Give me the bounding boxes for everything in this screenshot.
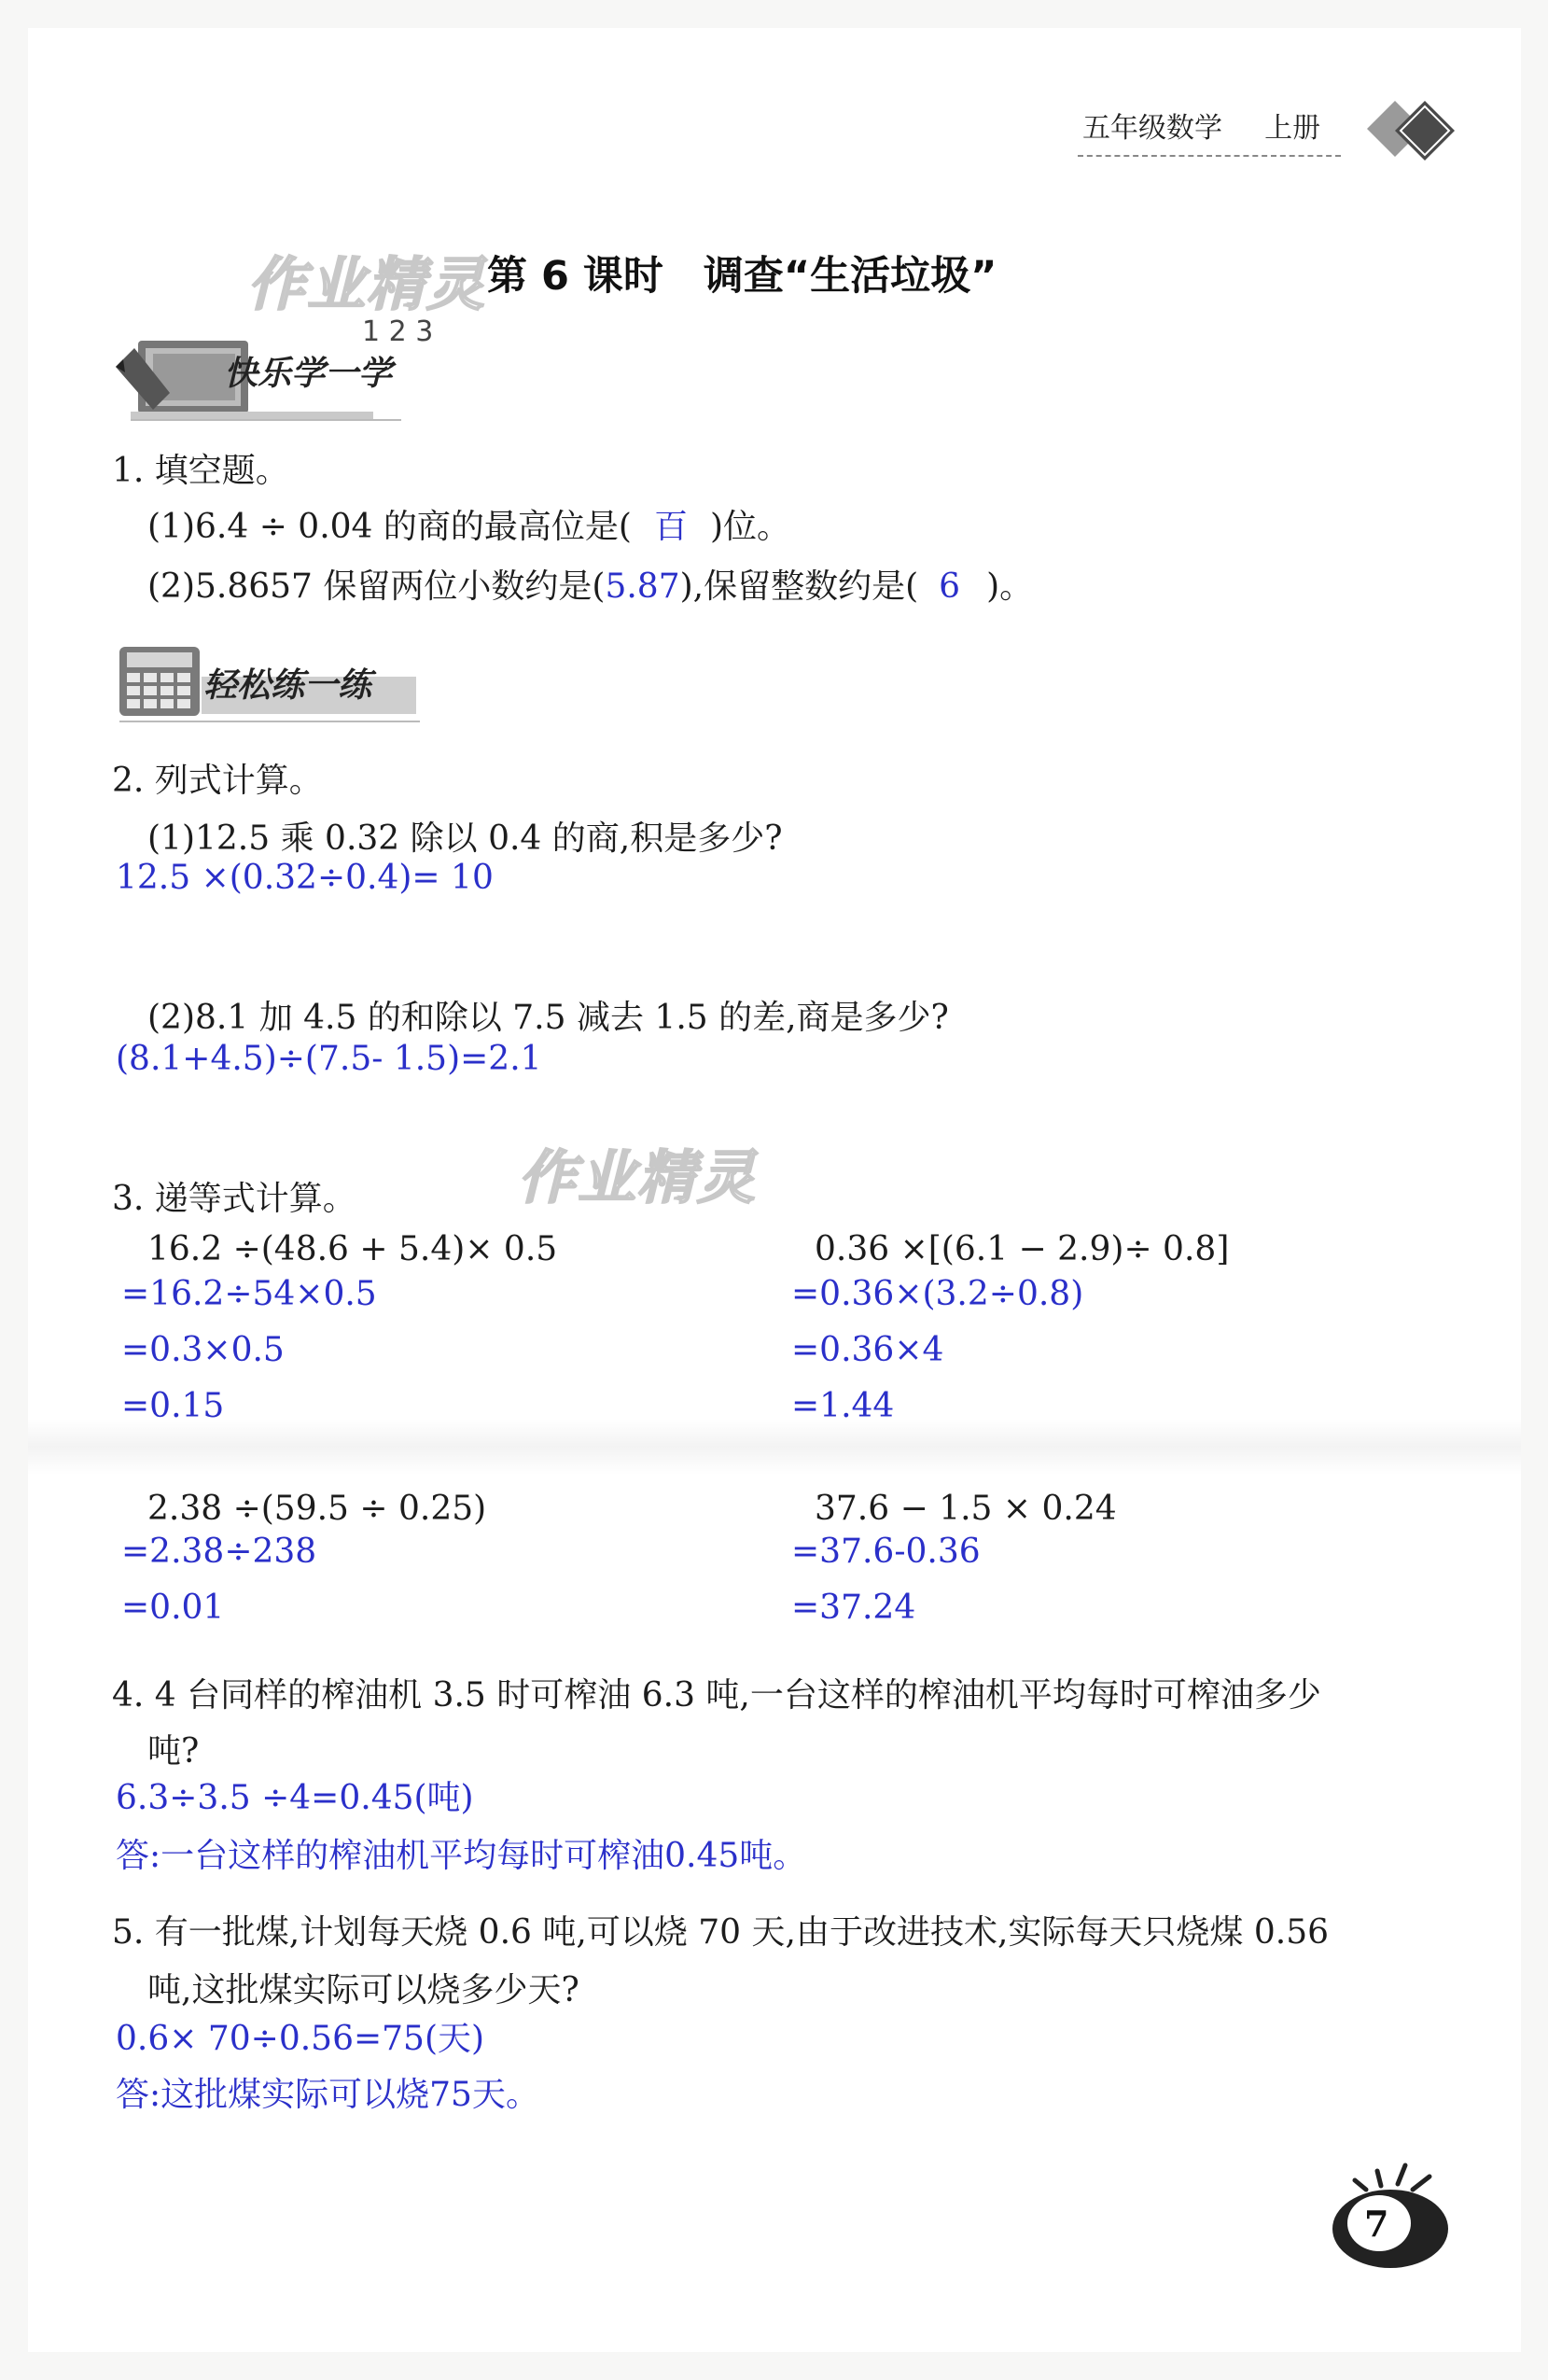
q3-p1-step2: =0.3×0.5 bbox=[121, 1331, 285, 1369]
q2-sub1-question: (1)12.5 乘 0.32 除以 0.4 的商,积是多少? bbox=[147, 819, 783, 858]
q1-sub2-middle: ),保留整数约是( bbox=[679, 567, 919, 606]
section2-label: 轻松练一练 bbox=[203, 666, 372, 705]
q4-stem-line1: 4. 4 台同样的榨油机 3.5 时可榨油 6.3 吨,一台这样的榨油机平均每时可榨油多少 bbox=[112, 1676, 1321, 1715]
q1-sub1-before: (1)6.4 ÷ 0.04 的商的最高位是( bbox=[147, 508, 632, 546]
q3-p2-expression: 0.36 ×[(6.1 − 2.9)÷ 0.8] bbox=[815, 1230, 1230, 1268]
header-dashed-line bbox=[1078, 155, 1341, 157]
q3-p1-step1: =16.2÷54×0.5 bbox=[121, 1275, 377, 1313]
lesson-title: 第 6 课时 调查“生活垃圾” bbox=[487, 253, 997, 300]
q5-answer-text: 答:这批煤实际可以烧75天。 bbox=[116, 2076, 539, 2114]
q3-p2-step3: =1.44 bbox=[791, 1387, 895, 1425]
q2-sub2-answer: (8.1+4.5)÷(7.5- 1.5)=2.1 bbox=[116, 1040, 542, 1078]
q4-stem-line2: 吨? bbox=[147, 1732, 200, 1771]
q1-sub2-answer2: 6 bbox=[939, 567, 961, 606]
q3-p1-expression: 16.2 ÷(48.6 + 5.4)× 0.5 bbox=[147, 1230, 558, 1268]
q1-sub2 bbox=[147, 560, 1033, 608]
q1-sub2-after: )。 bbox=[986, 567, 1034, 606]
volume-label: 上册 bbox=[1264, 112, 1321, 145]
q4-answer-expression: 6.3÷3.5 ÷4=0.45(吨) bbox=[116, 1779, 474, 1817]
q1-sub1-after: )位。 bbox=[709, 508, 791, 546]
q1-sub2-answer1: 5.87 bbox=[605, 567, 680, 606]
watermark-top: 作业精灵 bbox=[247, 250, 487, 318]
q3-stem: 3. 递等式计算。 bbox=[112, 1180, 356, 1218]
q2-stem: 2. 列式计算。 bbox=[112, 762, 323, 800]
q2-sub2-question: (2)8.1 加 4.5 的和除以 7.5 减去 1.5 的差,商是多少? bbox=[147, 999, 949, 1037]
q3-p3-step1: =2.38÷238 bbox=[121, 1533, 317, 1571]
q1-sub2-before: (2)5.8657 保留两位小数约是( bbox=[147, 567, 606, 606]
q3-p3-step2: =0.01 bbox=[121, 1589, 225, 1627]
q1-sub1-answer: 百 bbox=[653, 508, 688, 546]
header-diamond-ornament bbox=[1358, 93, 1470, 168]
q3-p2-step1: =0.36×(3.2÷0.8) bbox=[791, 1275, 1084, 1313]
watermark-middle: 作业精灵 bbox=[518, 1143, 758, 1211]
header-title bbox=[1082, 105, 1320, 146]
q3-p3-expression: 2.38 ÷(59.5 ÷ 0.25) bbox=[147, 1490, 487, 1528]
q5-answer-expression: 0.6× 70÷0.56=75(天) bbox=[116, 2020, 485, 2058]
q2-sub1-answer: 12.5 ×(0.32÷0.4)= 10 bbox=[116, 859, 494, 897]
page-number-badge bbox=[1316, 2147, 1456, 2277]
page-number: 7 bbox=[1364, 2203, 1389, 2245]
deco-numbers: 1 2 3 bbox=[362, 315, 434, 348]
q1-stem: 1. 填空题。 bbox=[112, 452, 289, 490]
q5-stem-line2: 吨,这批煤实际可以烧多少天? bbox=[147, 1971, 579, 2009]
scan-fold bbox=[28, 1419, 1521, 1475]
q3-p4-step2: =37.24 bbox=[791, 1589, 916, 1627]
section1-label: 快乐学一学 bbox=[224, 355, 393, 393]
q4-answer-text: 答:一台这样的榨油机平均每时可榨油0.45吨。 bbox=[116, 1837, 807, 1875]
q1-sub1 bbox=[147, 500, 790, 548]
book-title: 五年级数学 bbox=[1082, 112, 1222, 145]
q3-p2-step2: =0.36×4 bbox=[791, 1331, 944, 1369]
q3-p1-step3: =0.15 bbox=[121, 1387, 225, 1425]
q3-p4-step1: =37.6-0.36 bbox=[791, 1533, 981, 1571]
q5-stem-line1: 5. 有一批煤,计划每天烧 0.6 吨,可以烧 70 天,由于改进技术,实际每天只烧煤 0.56 bbox=[112, 1913, 1329, 1952]
q3-p4-expression: 37.6 − 1.5 × 0.24 bbox=[815, 1490, 1117, 1528]
